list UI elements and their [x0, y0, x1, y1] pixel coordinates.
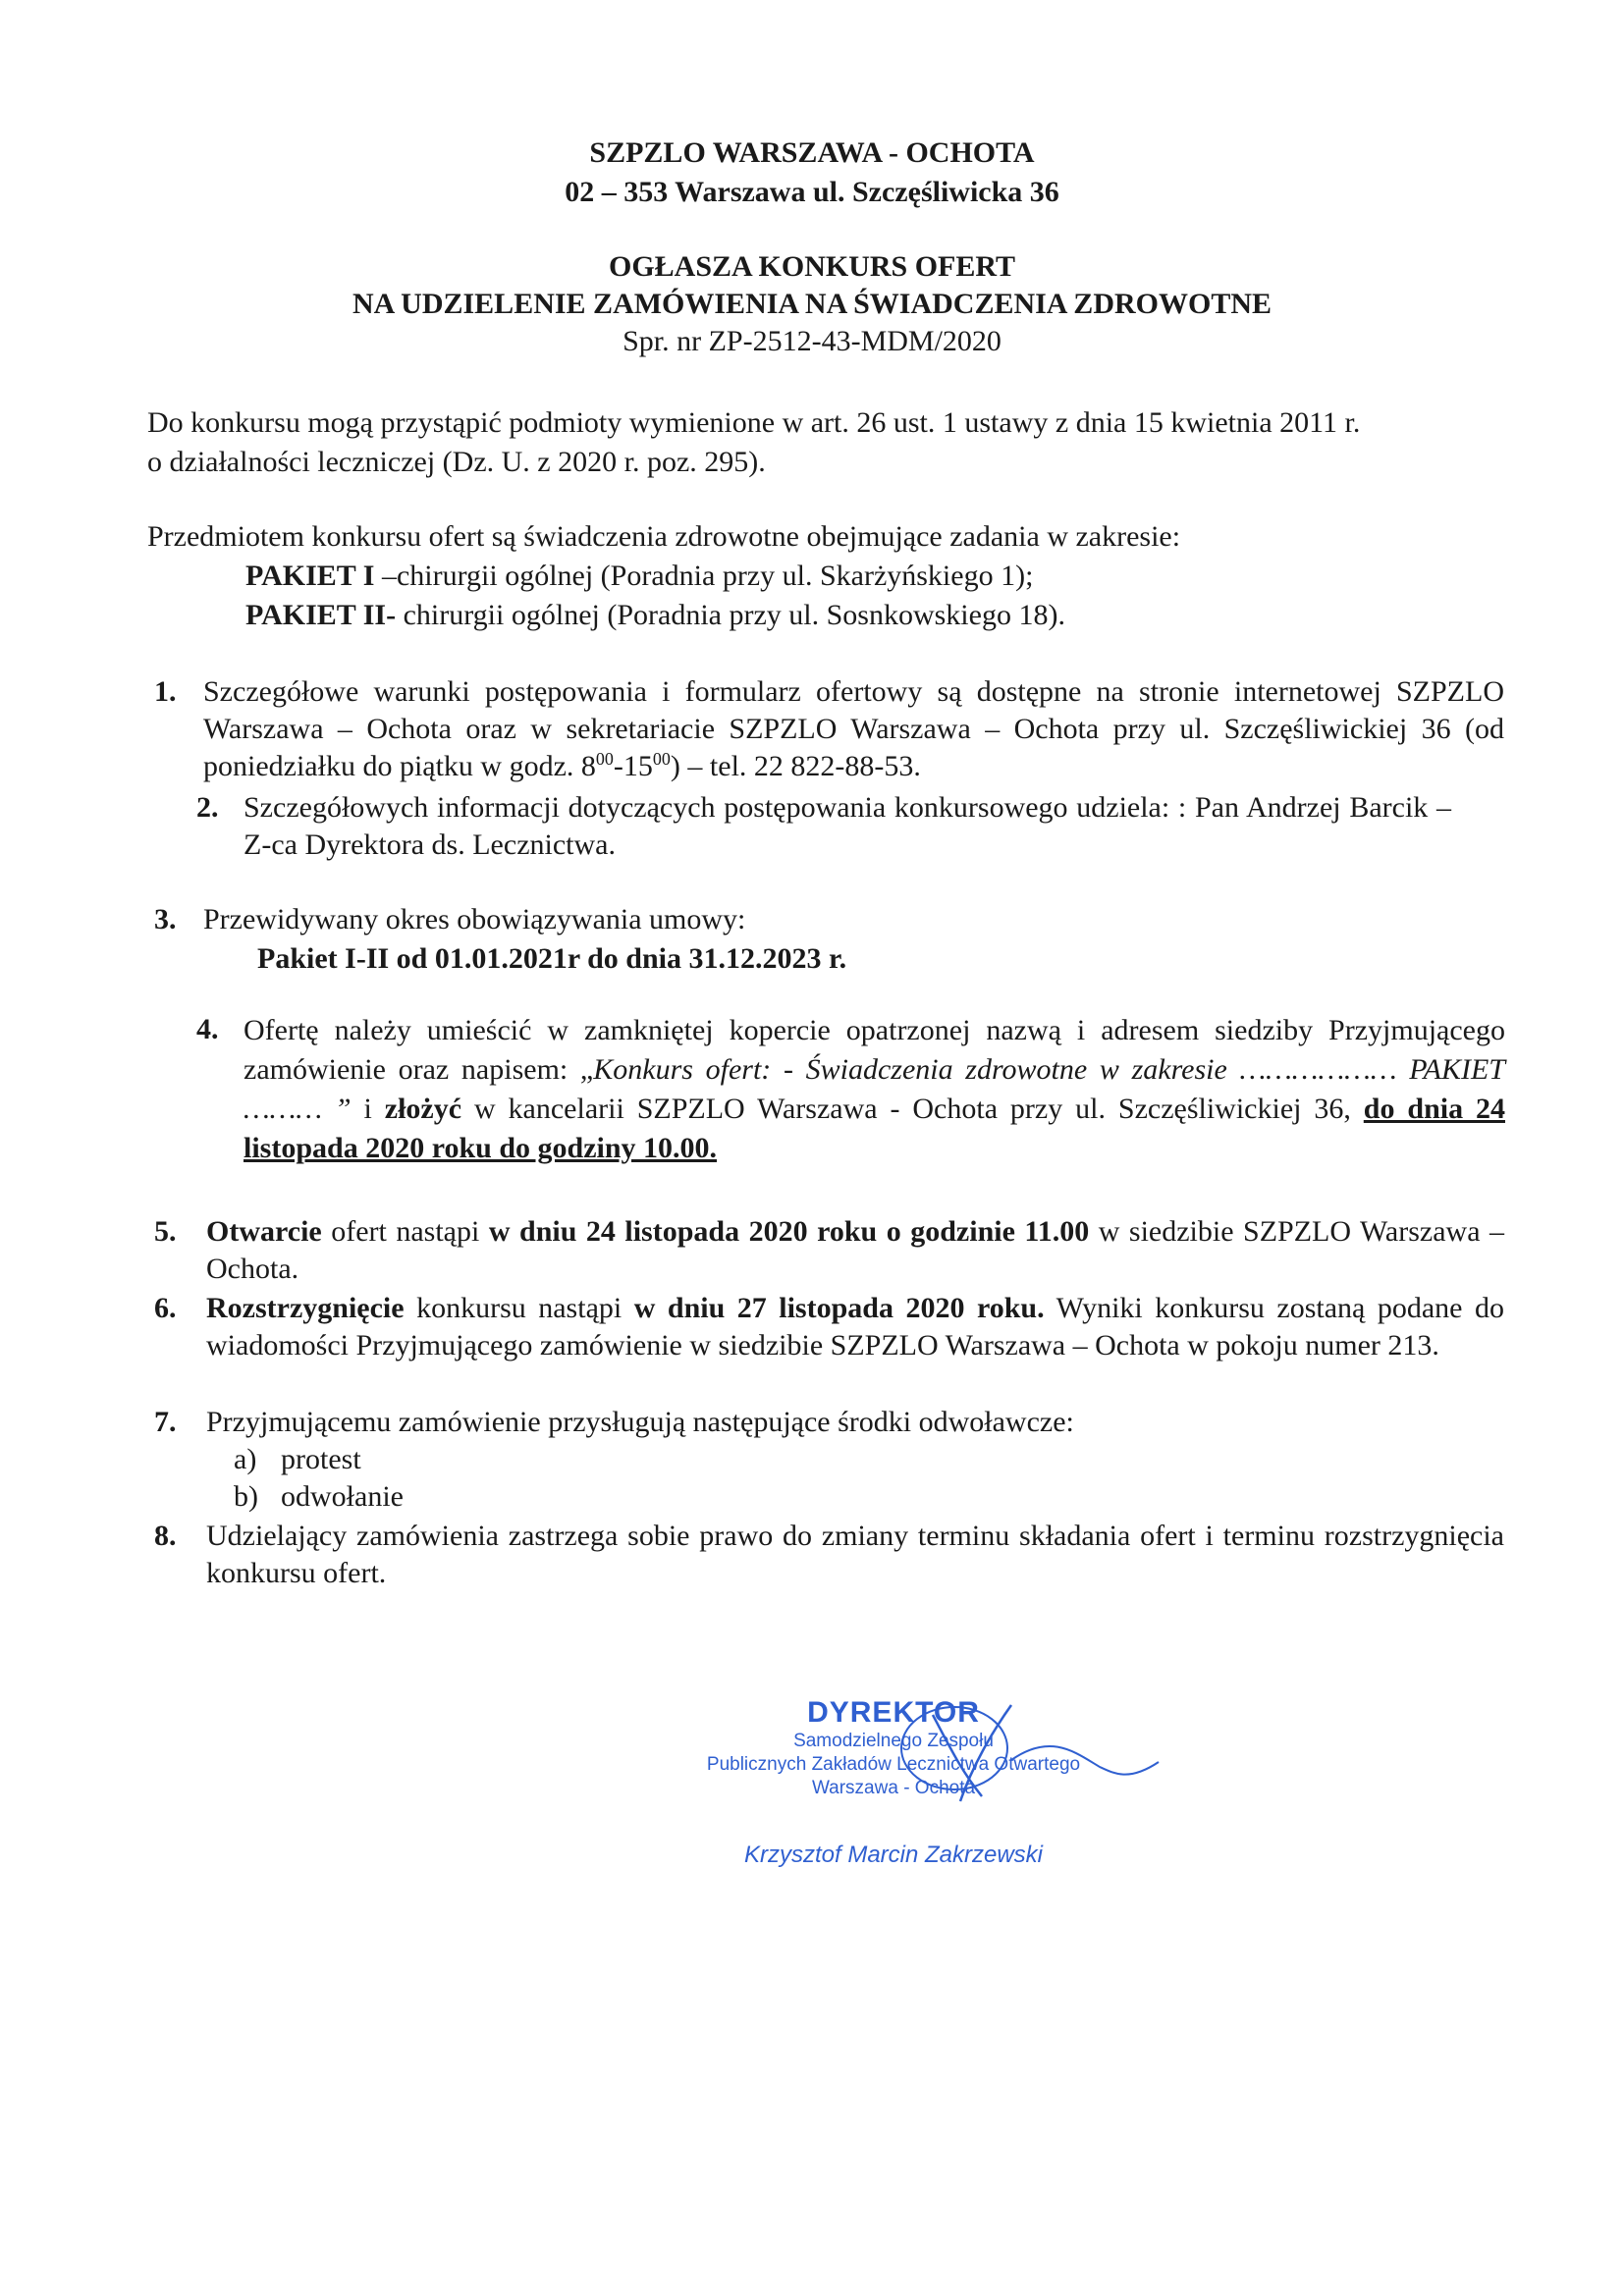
title-line-2: NA UDZIELENIE ZAMÓWIENIA NA ŚWIADCZENIA ZDROWOTNE	[352, 288, 1272, 320]
intro-line-2: o działalności leczniczej (Dz. U. z 2020 r. poz. 295).	[147, 446, 766, 478]
package-2-label: PAKIET II-	[245, 599, 397, 631]
director-name: Krzysztof Marcin Zakrzewski	[743, 1842, 1044, 1868]
package-1-label: PAKIET I	[245, 560, 375, 592]
item-4-envelope-label: Konkurs ofert: - Świadczenia zdrowotne w zakresie ……………… PAKIET ……… ”	[244, 1053, 1505, 1125]
item-5-number: 5.	[154, 1215, 177, 1248]
item-5-text	[206, 1213, 1504, 1288]
item-6-text	[206, 1290, 1504, 1364]
item-1-mid: -15	[613, 750, 653, 782]
item-5-part-2: w siedzibie SZPZLO Warszawa – Ochota.	[206, 1215, 1505, 1285]
remedy-b-text: odwołanie	[281, 1480, 404, 1513]
reference-number: Spr. nr ZP-2512-43-MDM/2020	[623, 325, 1001, 357]
stamp-line-1: Samodzielnego Zespołu	[793, 1731, 994, 1751]
package-1	[245, 558, 1502, 595]
item-1-number: 1.	[154, 675, 177, 708]
item-4-number: 4.	[196, 1013, 219, 1045]
package-2	[245, 597, 1502, 634]
item-2-text: Szczegółowych informacji dotyczących postępowania konkursowego udziela: : Pan Andrzej Barcik – Z-ca Dyrektora ds. Lecznictwa.	[244, 791, 1451, 861]
item-4-part-c: w kancelarii SZPZLO Warszawa - Ochota przy ul. Szczęśliwickiej 36,	[461, 1093, 1364, 1125]
item-1-sup-1: 00	[595, 749, 614, 769]
item-4-part-b: i	[351, 1093, 385, 1125]
package-2-desc: chirurgii ogólnej (Poradnia przy ul. Sosnkowskiego 18).	[396, 599, 1065, 631]
remedy-b-label: b)	[234, 1480, 258, 1513]
item-4-text	[244, 1011, 1505, 1168]
signature-mark	[864, 1693, 1188, 1831]
stamp-title: DYREKTOR	[807, 1696, 980, 1729]
item-6-number: 6.	[154, 1292, 177, 1324]
item-1-text	[203, 673, 1504, 785]
item-7-number: 7.	[154, 1406, 177, 1438]
item-7-text: Przyjmującemu zamówienie przysługują następujące środki odwoławcze:	[206, 1406, 1074, 1438]
item-8-text: Udzielający zamówienia zastrzega sobie prawo do zmiany terminu składania ofert i terminu rozstrzygnięcia konkursu ofert.	[206, 1520, 1504, 1589]
item-5-part-1: ofert nastąpi	[321, 1215, 489, 1248]
item-5-date: w dniu 24 listopada 2020 roku o godzinie 11.00	[488, 1215, 1090, 1248]
item-3-text: Przewidywany okres obowiązywania umowy:	[203, 903, 746, 935]
item-3-number: 3.	[154, 903, 177, 935]
item-5-opening: Otwarcie	[206, 1215, 322, 1248]
remedy-a-text: protest	[281, 1443, 361, 1475]
stamp-line-2: Publicznych Zakładów Lecznictwa Otwartego	[706, 1754, 1081, 1775]
item-1-sup-2: 00	[652, 749, 671, 769]
item-4-submit: złożyć	[384, 1093, 462, 1125]
item-6-resolution: Rozstrzygnięcie	[206, 1292, 405, 1324]
package-1-desc: –chirurgii ogólnej (Poradnia przy ul. Skarżyńskiego 1);	[374, 560, 1034, 592]
item-8-number: 8.	[154, 1520, 177, 1552]
org-address: 02 – 353 Warszawa ul. Szczęśliwicka 36	[565, 176, 1059, 208]
item-6-part-1: konkursu nastąpi	[404, 1292, 634, 1324]
item-4-part-a: Ofertę należy umieścić w zamkniętej kopercie opatrzonej nazwą i adresem siedziby Przyjmującego zamówienie oraz napisem: „	[244, 1014, 1505, 1086]
item-6-part-2: Wyniki konkursu zostaną podane do wiadomości Przyjmującego zamówienie w siedzibie SZPZLO Warszawa – Ochota w pokoju numer 213.	[206, 1292, 1504, 1362]
item-1-part-a: Szczegółowe warunki postępowania i formularz ofertowy są dostępne na stronie internetowej SZPZLO Warszawa – Ochota oraz w sekretariacie SZPZLO Warszawa – Ochota przy ul. Szczęśliwickiej 36 (od poniedziałku do piątku w godz. 8	[203, 675, 1504, 782]
stamp-line-3: Warszawa - Ochota	[811, 1778, 976, 1798]
submission-deadline: do dnia 24 listopada 2020 roku do godziny 10.00.	[244, 1093, 1505, 1164]
subject-line: Przedmiotem konkursu ofert są świadczenia zdrowotne obejmujące zadania w zakresie:	[147, 520, 1181, 553]
org-name: SZPZLO WARSZAWA - OCHOTA	[589, 136, 1035, 169]
remedy-a-label: a)	[234, 1443, 257, 1475]
title-line-1: OGŁASZA KONKURS OFERT	[608, 250, 1016, 283]
item-6-date: w dniu 27 listopada 2020 roku.	[633, 1292, 1045, 1324]
contract-period: Pakiet I-II od 01.01.2021r do dnia 31.12.2023 r.	[257, 942, 847, 975]
intro-line-1: Do konkursu mogą przystąpić podmioty wymienione w art. 26 ust. 1 ustawy z dnia 15 kwietnia 2011 r.	[147, 406, 1361, 439]
item-2-number: 2.	[196, 791, 219, 824]
item-1-part-b: ) – tel. 22 822-88-53.	[670, 750, 921, 782]
